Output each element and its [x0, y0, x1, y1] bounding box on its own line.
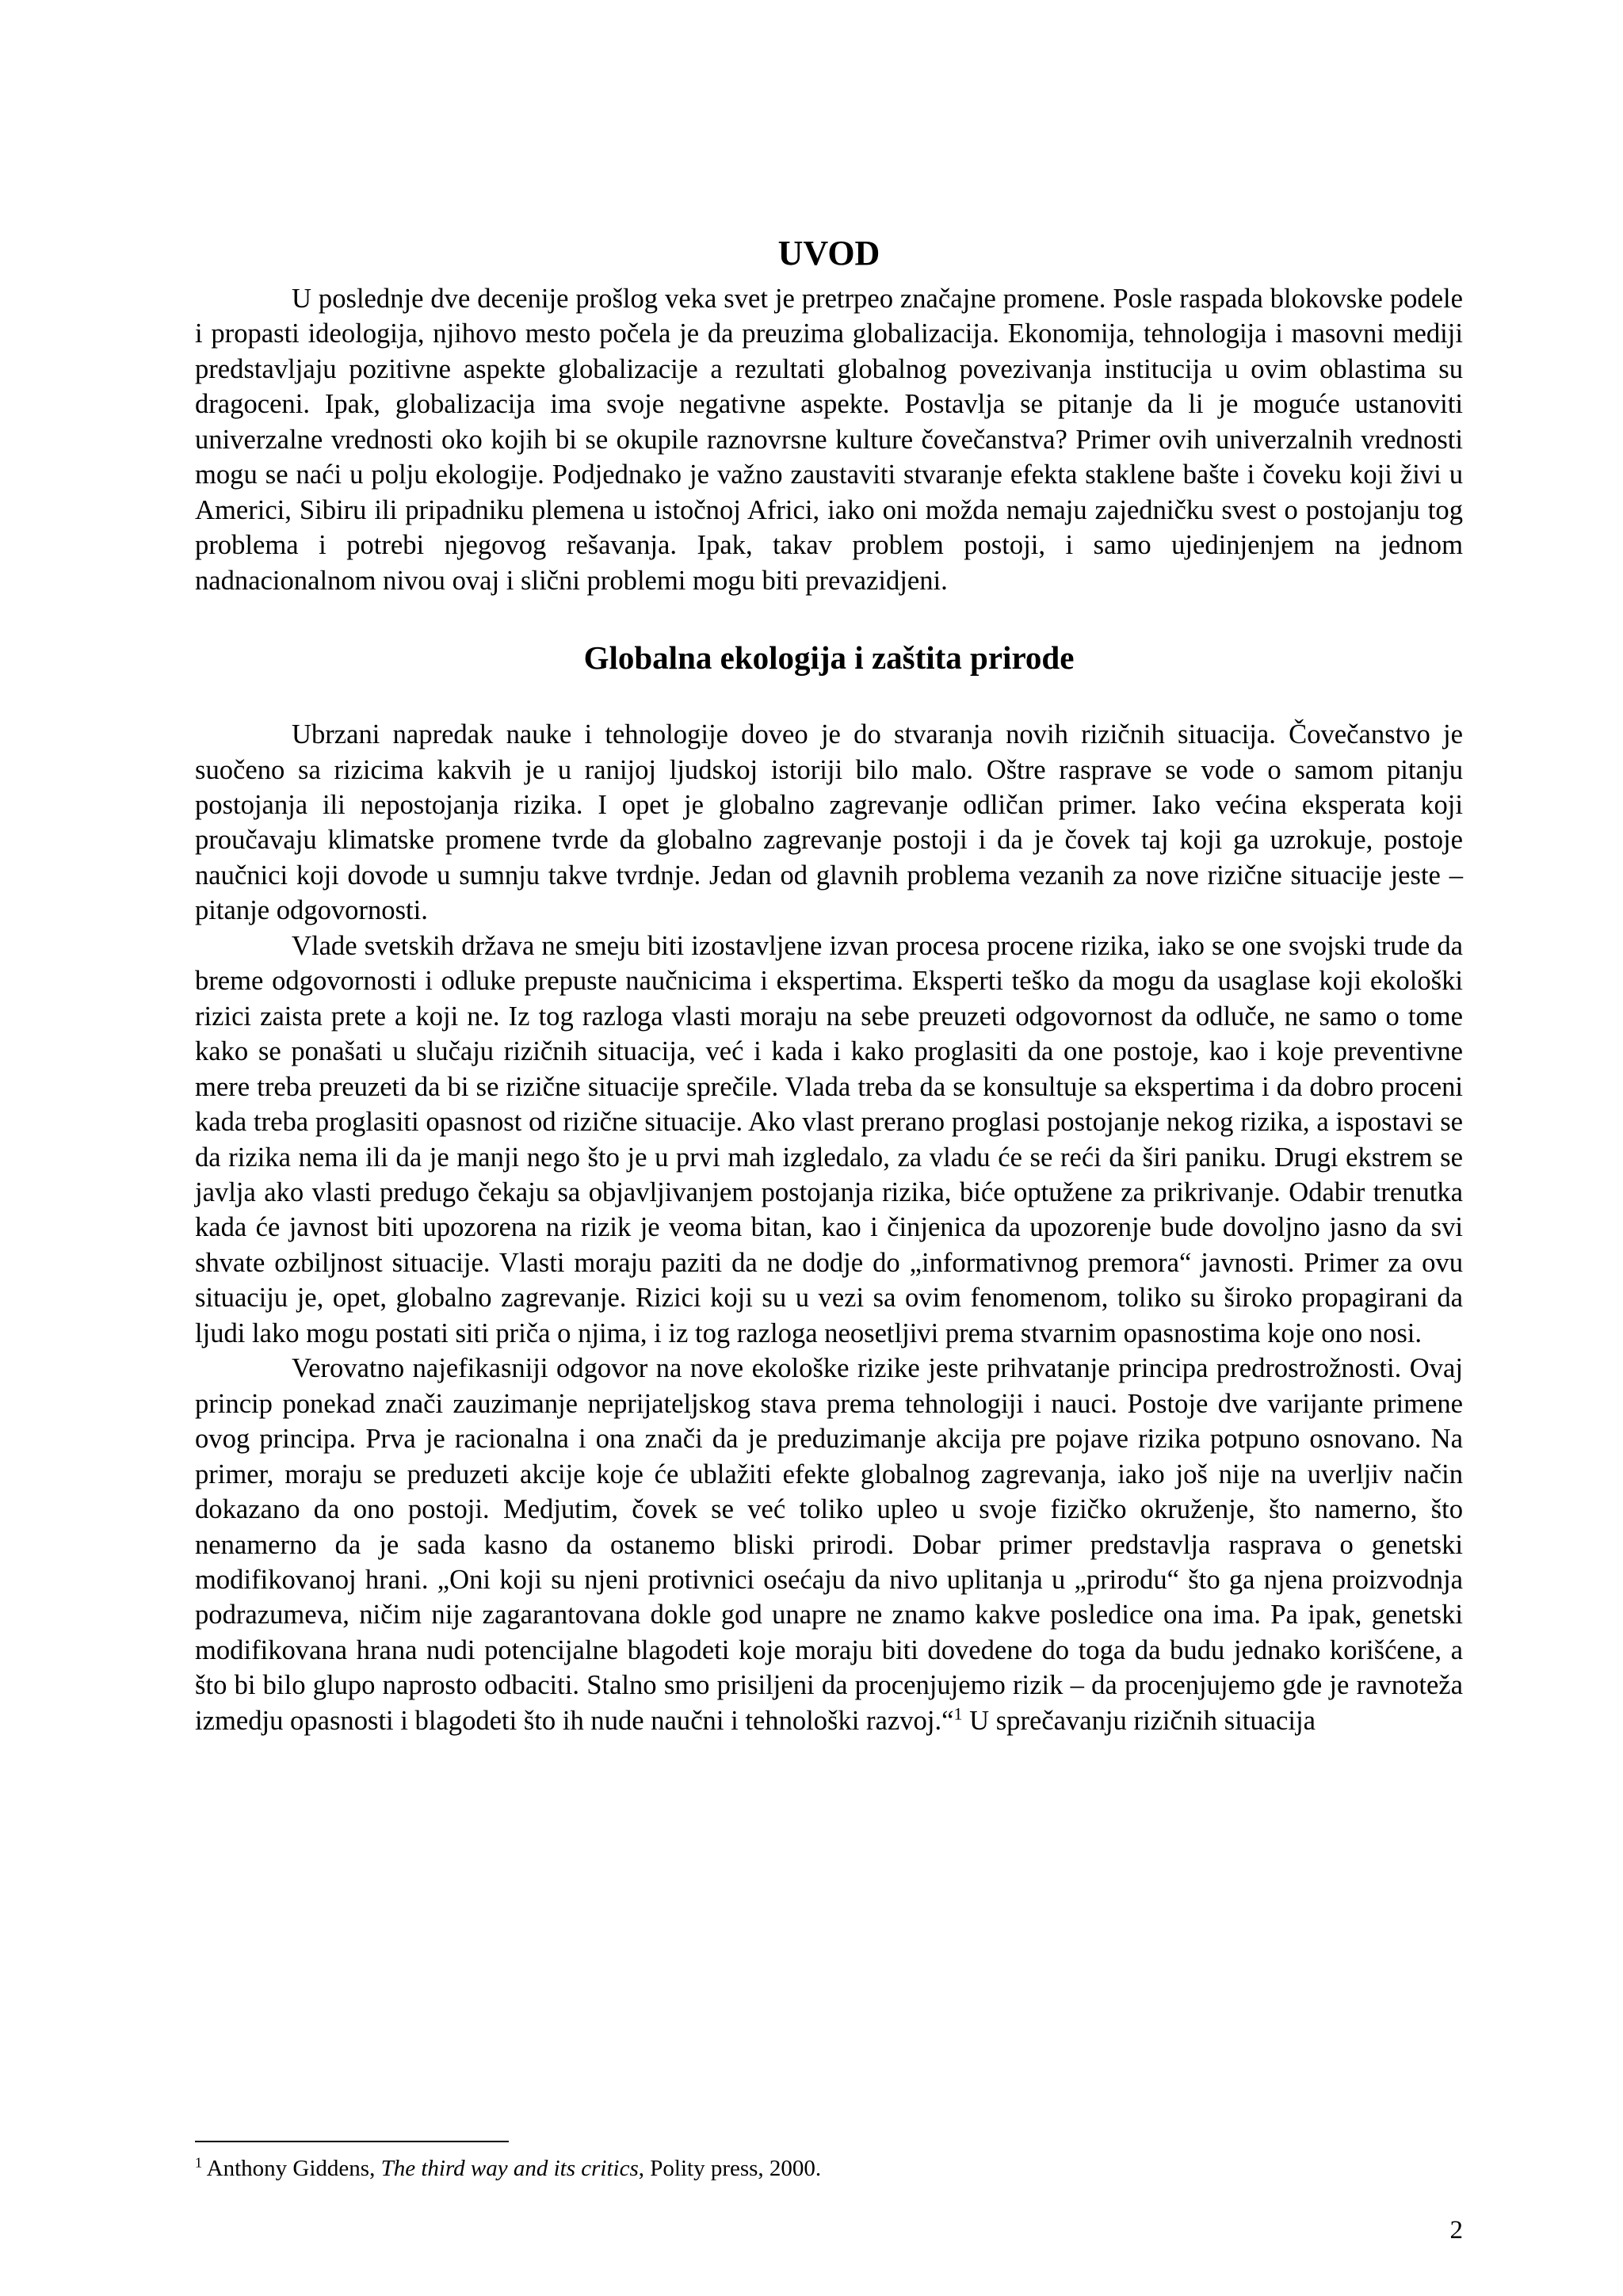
- footnote-reference: 1: [953, 1703, 963, 1724]
- section-title: Globalna ekologija i zaštita prirode: [583, 639, 1075, 677]
- footnote-divider: [195, 2141, 509, 2142]
- page-title: UVOD: [777, 234, 880, 273]
- spacer: [195, 685, 1463, 717]
- spacer: [195, 598, 1463, 630]
- paragraph-3-text: Verovatno najefikasniji odgovor na nove ekološke rizike jeste prihvatanje principa predrostrožnosti. Ovaj princip ponekad znači zauzimanje neprijateljskog stava prema tehnologiji i nauci. Postoje dve varijante primene ovog principa. Prva je racionalna i ona znači da je preduzimanje akcija pre pojave rizika potpuno osnovano. Na primer, moraju se preduzeti akcije koje će ublažiti efekte globalnog zagrevanja, iako još nije na uverljiv način dokazano da ono postoji. Medjutim, čovek se već toliko upleo u svoje fizičko okruženje, što namerno, što nenamerno da je sada kasno da ostanemo bliski prirodi. Dobar primer predstavlja rasprava o genetski modifikovanoj hrani. „Oni koji su njeni protivnici osećaju da nivo uplitanja u „prirodu“ što ga njena proizvodnja podrazumeva, ničim nije zagarantovana dokle god unapre ne znamo kakve posledice ona ima. Pa ipak, genetski modifikovana hrana nudi potencijalne blagodeti koje moraju biti dovedene do toga da budu jednako korišćene, a što bi bilo glupo naprosto odbaciti. Stalno smo prisiljeni da procenjujemo rizik – da procenjujemo gde je ravnoteža izmedju opasnosti i blagodeti što ih nude naučni i tehnološki razvoj.“: [195, 1353, 1463, 1736]
- body-paragraph-3: [195, 1351, 1463, 1738]
- body-paragraph-1: Ubrzani napredak nauke i tehnologije doveo je do stvaranja novih rizičnih situacija. Čovečanstvo je suočeno sa rizicima kakvih je u ranijoj ljudskoj istoriji bilo malo. Oštre rasprave se vode o samom pitanju postojanja ili nepostojanja rizika. I opet je globalno zagrevanje odličan primer. Iako većina eksperata koji proučavaju klimatske promene tvrde da globalno zagrevanje postoji i da je čovek taj koji ga uzrokuje, postoje naučnici koji dovode u sumnju takve tvrdnje. Jedan od glavnih problema vezanih za nove rizične situacije jeste – pitanje odgovornosti.: [195, 719, 1463, 926]
- paragraph-3-tail: U sprečavanju rizičnih situacija: [962, 1705, 1316, 1736]
- page-body: [195, 226, 1463, 1738]
- footnote-publisher: , Polity press, 2000.: [638, 2156, 822, 2181]
- footnote-work-title: The third way and its critics: [380, 2156, 639, 2181]
- footnote-author: Anthony Giddens,: [206, 2156, 381, 2181]
- body-paragraph-2: Vlade svetskih država ne smeju biti izostavljene izvan procesa procene rizika, iako se one svojski trude da breme odgovornosti i odluke prepuste naučnicima i ekspertima. Eksperti teško da mogu da usaglase koji ekološki rizici zaista prete a koji ne. Iz tog razloga vlasti moraju na sebe preuzeti odgovornost da odluče, ne samo o tome kako se ponašati u slučaju rizičnih situacija, već i kada i kako proglasiti da one postoje, kao i koje preventivne mere treba preuzeti da bi se rizične situacije sprečile. Vlada treba da se konsultuje sa ekspertima i da dobro proceni kada treba proglasiti opasnost od rizične situacije. Ako vlast prerano proglasi postojanje nekog rizika, a ispostavi se da rizika nema ili da je manji nego što je u prvi mah izgledalo, za vladu će se reći da širi paniku. Drugi ekstrem se javlja ako vlasti predugo čekaju sa objavljivanjem postojanja rizika, biće optužene za prikrivanje. Odabir trenutka kada će javnost biti upozorena na rizik je veoma bitan, kao i činjenica da upozorenje bude dovoljno jasno da svi shvate ozbiljnost situacije. Vlasti moraju paziti da ne dodje do „informativnog premora“ javnosti. Primer za ovu situaciju je, opet, globalno zagrevanje. Rizici koji su u vezi sa ovim fenomenom, toliko su široko propagirani da ljudi lako mogu postati siti priča o njima, i iz tog razloga neosetljivi prema stvarnim opasnostima koje ono nosi.: [195, 930, 1463, 1348]
- intro-paragraph: U poslednje dve decenije prošlog veka svet je pretrpeo značajne promene. Posle raspada blokovske podele i propasti ideologija, njihovo mesto počela je da preuzima globalizacija. Ekonomija, tehnologija i masovni mediji predstavljaju pozitivne aspekte globalizacije a rezultati globalnog povezivanja institucija u ovim oblastima su dragoceni. Ipak, globalizacija ima svoje negativne aspekte. Postavlja se pitanje da li je moguće ustanoviti univerzalne vrednosti oko kojih bi se okupile raznovrsne kulture čovečanstva? Primer ovih univerzalnih vrednosti mogu se naći u polju ekologije. Podjednako je važno zaustaviti stvaranje efekta staklene bašte i čoveku koji živi u Americi, Sibiru ili pripadniku plemena u istočnoj Africi, iako oni možda nemaju zajedničku svest o postojanju tog problema i potrebi njegovog rešavanja. Ipak, takav problem postoji, i samo ujedinjenjem na jednom nadnacionalnom nivou ovaj i slični problemi mogu biti prevazidjeni.: [195, 284, 1463, 596]
- footnote: [195, 2153, 1463, 2183]
- page-number: 2: [1449, 2216, 1463, 2245]
- footnote-number: 1: [195, 2154, 202, 2171]
